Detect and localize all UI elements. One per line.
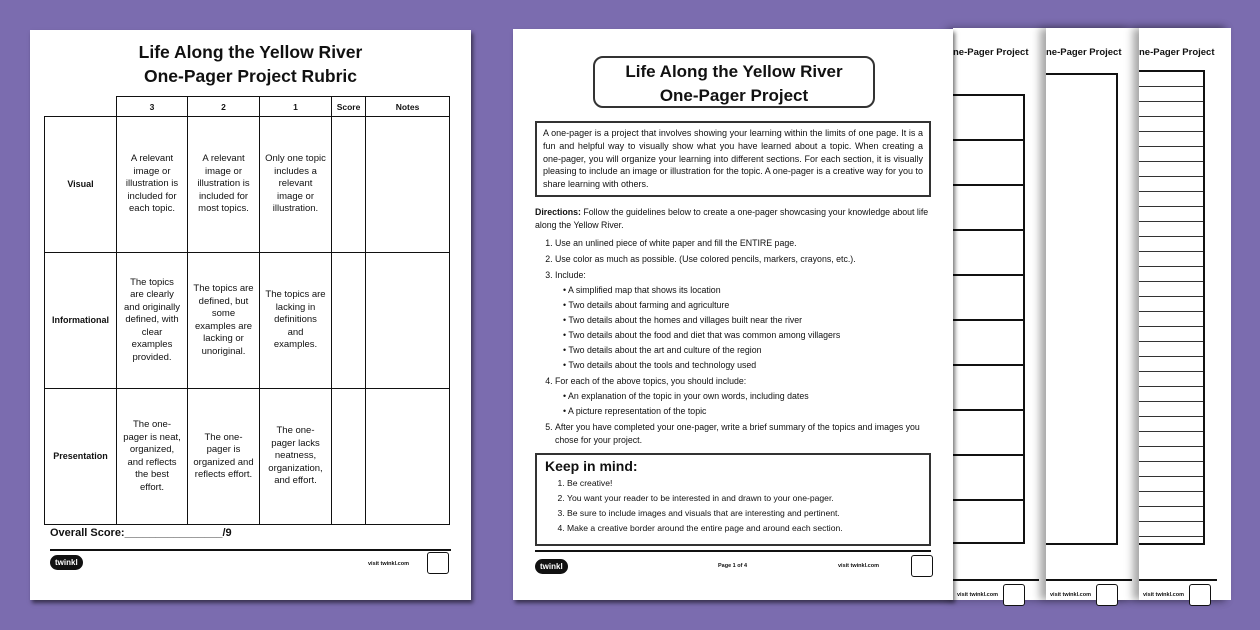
step-text: Include: <box>555 270 586 280</box>
twinkl-badge-icon <box>1003 584 1025 606</box>
bullet: • Two details about the homes and villages built near the river <box>563 314 935 327</box>
worksheet-page-4 <box>1139 28 1231 600</box>
page-title: ne-Pager Project <box>1046 47 1122 58</box>
blank-drawing-area <box>1046 73 1118 545</box>
keep-item: 4. Make a creative border around the entire page and around each section. <box>567 521 921 536</box>
score-cell[interactable] <box>332 253 366 389</box>
criteria-cell: The topics are clearly and originally defined, with clear examples provided. <box>117 253 188 389</box>
footer-rule <box>535 550 931 552</box>
twinkl-logo: twinkl <box>535 559 568 574</box>
criteria-cell: The topics are defined, but some examples are lacking or unoriginal. <box>188 253 260 389</box>
steps-list <box>535 237 935 447</box>
notes-cell[interactable] <box>366 389 450 525</box>
table-row <box>45 253 450 389</box>
col-header: Score <box>332 97 366 117</box>
criteria-cell: Only one topic includes a relevant image or illustration. <box>260 117 332 253</box>
keep-title: Keep in mind: <box>545 458 638 474</box>
step <box>555 375 935 418</box>
title-line-1: Life Along the Yellow River <box>625 62 843 81</box>
empty-header <box>45 97 117 117</box>
lined-writing-area <box>1139 70 1205 545</box>
twinkl-logo: twinkl <box>50 555 83 570</box>
table-row <box>45 389 450 525</box>
twinkl-badge-icon <box>911 555 933 577</box>
criteria-cell: A relevant image or illustration is included for each topic. <box>117 117 188 253</box>
criteria-cell: The one-pager is organized and reflects effort. <box>188 389 260 525</box>
row-label: Informational <box>45 253 117 389</box>
bullet: • Two details about the art and culture of the region <box>563 344 935 357</box>
visit-text: visit twinkl.com <box>1143 592 1184 598</box>
keep-item: 1. Be creative! <box>567 476 921 491</box>
step-text: For each of the above topics, you should include: <box>555 376 747 386</box>
visit-text: visit twinkl.com <box>368 561 409 567</box>
footer-rule <box>1046 579 1132 581</box>
bullet: • An explanation of the topic in your own words, including dates <box>563 390 935 403</box>
footer-rule <box>953 579 1039 581</box>
bullet: • Two details about the tools and technology used <box>563 359 935 372</box>
twinkl-badge-icon <box>1096 584 1118 606</box>
footer-rule <box>50 549 451 551</box>
table-row <box>45 117 450 253</box>
col-header: 3 <box>117 97 188 117</box>
intro-text: A one-pager is a project that involves showing your learning within the limits of one page. It is a fun and helpful way to visually show what you have learned about a topic. When creating a one-pager, you will organize your learning into different sections. For each section, it is visually pleasing to include an image or illustration for the topic. A one-pager is a creative way for you to share learning with others. <box>535 121 931 197</box>
notes-cell[interactable] <box>366 253 450 389</box>
step: 5. After you have completed your one-pager, write a brief summary of the topics and images you chose for your project. <box>555 421 935 447</box>
bullet: • A picture representation of the topic <box>563 405 935 418</box>
keep-item: 2. You want your reader to be interested in and drawn to your one-pager. <box>567 491 921 506</box>
keep-in-mind-box <box>535 453 931 546</box>
criteria-cell: The topics are lacking in definitions and examples. <box>260 253 332 389</box>
overall-score: Overall Score:________________/9 <box>50 527 232 539</box>
title-line-2: One-Pager Project <box>659 86 809 105</box>
twinkl-badge-icon <box>1189 584 1211 606</box>
criteria-cell: A relevant image or illustration is included for most topics. <box>188 117 260 253</box>
main-page <box>513 29 953 600</box>
keep-item: 3. Be sure to include images and visuals that are interesting and pertinent. <box>567 506 921 521</box>
criteria-cell: The one-pager is neat, organized, and reflects the best effort. <box>117 389 188 525</box>
bullet: • Two details about the food and diet that was common among villagers <box>563 329 935 342</box>
footer-rule <box>1139 579 1217 581</box>
rubric-title <box>30 40 471 88</box>
title-line-2: One-Pager Project Rubric <box>144 66 357 86</box>
directions-text: Follow the guidelines below to create a one-pager showcasing your knowledge about life along the Yellow River. <box>535 207 929 230</box>
score-cell[interactable] <box>332 117 366 253</box>
row-label: Visual <box>45 117 117 253</box>
visit-text: visit twinkl.com <box>1050 592 1091 598</box>
page-title: ne-Pager Project <box>1139 47 1215 58</box>
bullet: • A simplified map that shows its location <box>563 284 935 297</box>
rubric-page <box>30 30 471 600</box>
header-row <box>45 97 450 117</box>
step <box>555 269 935 372</box>
notes-cell[interactable] <box>366 117 450 253</box>
directions-label: Directions: <box>535 207 581 217</box>
rubric-table <box>44 96 450 525</box>
twinkl-badge-icon <box>427 552 449 574</box>
criteria-cell: The one-pager lacks neatness, organization, and effort. <box>260 389 332 525</box>
col-header: Notes <box>366 97 450 117</box>
step: 1. Use an unlined piece of white paper and fill the ENTIRE page. <box>555 237 935 250</box>
section-boxes <box>953 94 1025 544</box>
visit-text: visit twinkl.com <box>838 563 879 569</box>
row-label: Presentation <box>45 389 117 525</box>
page-title: ne-Pager Project <box>953 47 1029 58</box>
visit-text: visit twinkl.com <box>957 592 998 598</box>
title-line-1: Life Along the Yellow River <box>138 42 363 62</box>
col-header: 1 <box>260 97 332 117</box>
bullet: • Two details about farming and agriculture <box>563 299 935 312</box>
main-title <box>593 56 875 108</box>
directions <box>535 206 935 450</box>
step: 2. Use color as much as possible. (Use colored pencils, markers, crayons, etc.). <box>555 253 935 266</box>
col-header: 2 <box>188 97 260 117</box>
score-cell[interactable] <box>332 389 366 525</box>
page-number: Page 1 of 4 <box>718 563 748 569</box>
